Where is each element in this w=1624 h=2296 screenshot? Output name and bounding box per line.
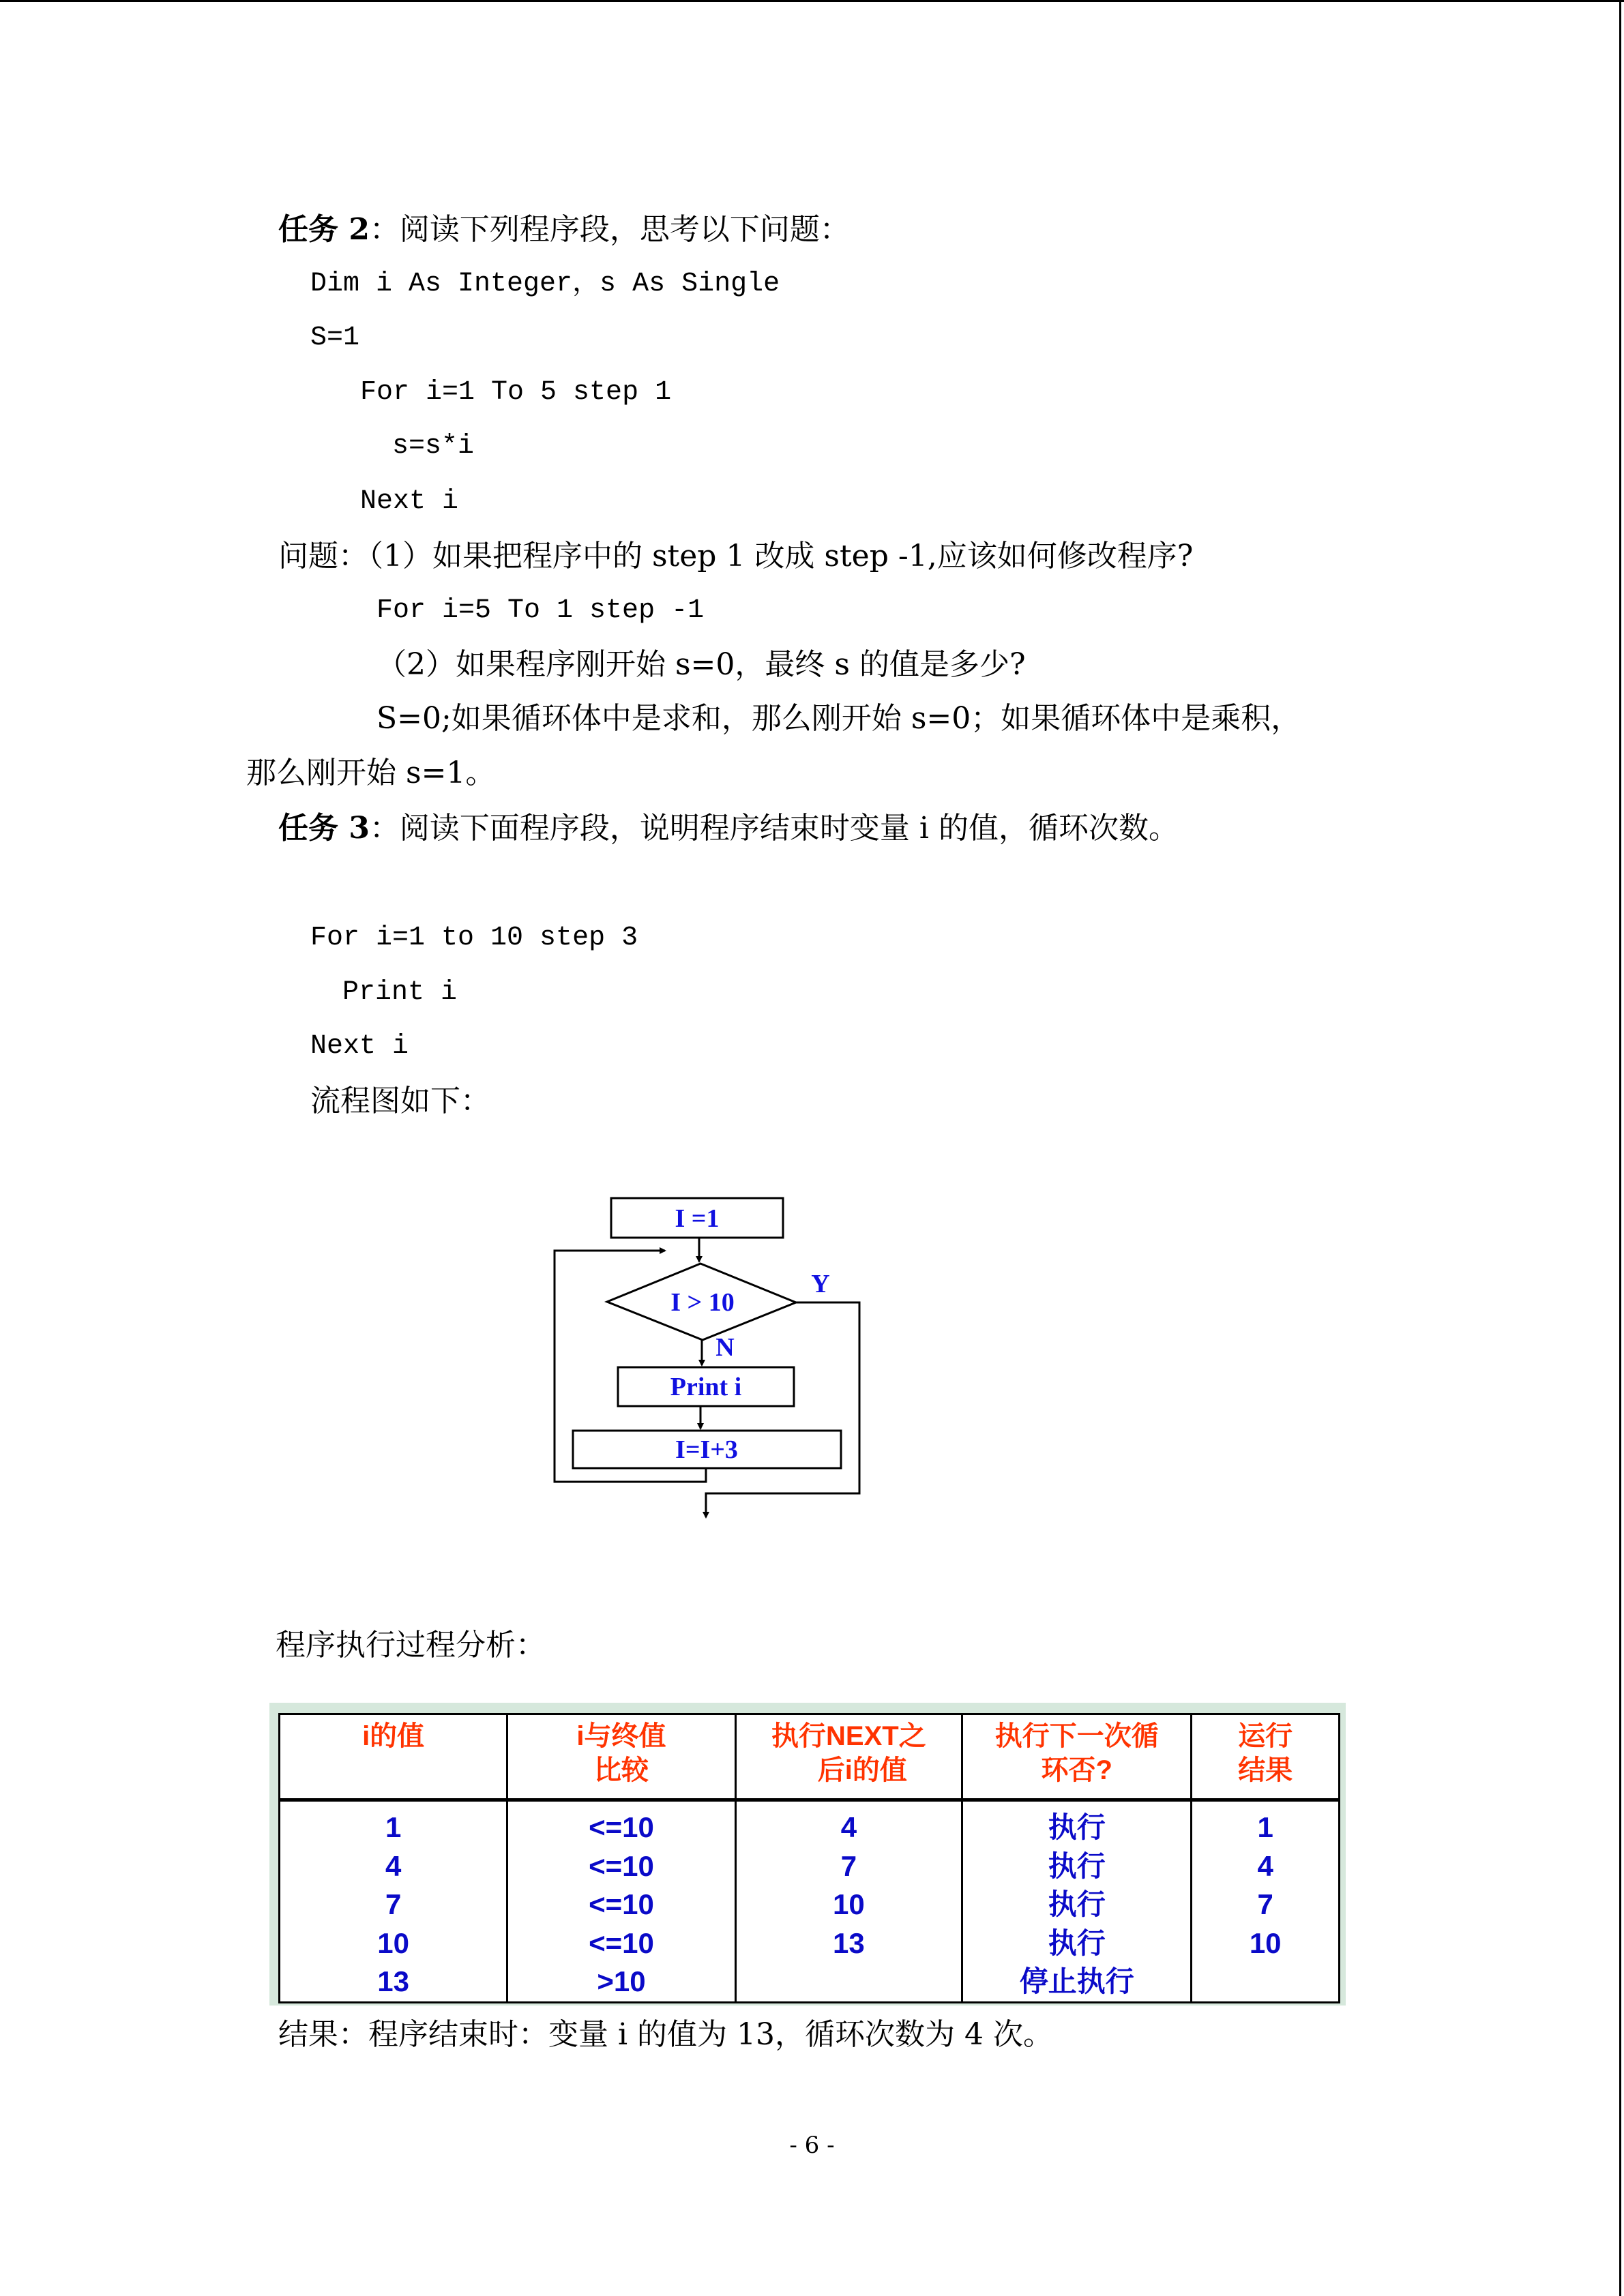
question-2: （2）如果程序刚开始 s=0，最终 s 的值是多少? bbox=[377, 647, 1026, 682]
answer-2-line1: S=0;如果循环体中是求和，那么刚开始 s=0；如果循环体中是乘积， bbox=[377, 701, 1301, 736]
code-line: s=s*i bbox=[392, 431, 475, 462]
answer-1: For i=5 To 1 step -1 bbox=[377, 595, 705, 626]
code-line: For i=1 To 5 step 1 bbox=[360, 377, 672, 408]
column-after-next: 4 7 10 13 bbox=[735, 1800, 962, 2003]
task2-title: ：阅读下列程序段，思考以下问题： bbox=[369, 212, 850, 247]
answer-2-line2: 那么刚开始 s=1。 bbox=[246, 756, 496, 790]
question-1: 问题：（1）如果把程序中的 step 1 改成 step -1,应该如何修改程序? bbox=[278, 539, 1194, 573]
init-text: I =1 bbox=[675, 1204, 720, 1233]
flowchart-caption: 流程图如下： bbox=[310, 1084, 490, 1118]
table-header-row bbox=[280, 1714, 1340, 1800]
analysis-table-frame bbox=[269, 1703, 1346, 2006]
yes-label: Y bbox=[811, 1270, 830, 1298]
condition-text: I > 10 bbox=[670, 1288, 735, 1317]
no-label: N bbox=[715, 1333, 735, 1362]
code-line: Next i bbox=[360, 486, 459, 517]
increment-text: I=I+3 bbox=[675, 1435, 738, 1464]
page-number: - 6 - bbox=[789, 2132, 835, 2159]
header-cell: 执行下一次循 环否? bbox=[962, 1714, 1192, 1800]
result-text: 结果：程序结束时：变量 i 的值为 13，循环次数为 4 次。 bbox=[278, 2017, 1053, 2052]
column-compare: <=10 <=10 <=10 <=10 >10 bbox=[507, 1800, 735, 2003]
print-text: Print i bbox=[670, 1373, 742, 1401]
analysis-title: 程序执行过程分析： bbox=[276, 1628, 546, 1663]
table-body-row bbox=[280, 1800, 1340, 2003]
column-loop-again: 执行 执行 执行 执行 停止执行 bbox=[962, 1800, 1192, 2003]
code-line: Print i bbox=[342, 977, 458, 1008]
code-line: Next i bbox=[310, 1031, 409, 1062]
header-cell: i的值 bbox=[280, 1714, 507, 1800]
code-line: S=1 bbox=[310, 323, 360, 353]
task3-label: 任务 3 bbox=[278, 811, 370, 846]
task2-label: 任务 2 bbox=[278, 212, 370, 247]
code-line: Dim i As Integer，s As Single bbox=[310, 269, 780, 299]
code-line: For i=1 to 10 step 3 bbox=[310, 923, 638, 953]
analysis-table bbox=[278, 1713, 1340, 2003]
header-cell: 运行 结果 bbox=[1192, 1714, 1340, 1800]
column-i-value: 1 4 7 10 13 bbox=[280, 1800, 507, 2003]
header-cell: i与终值 比较 bbox=[507, 1714, 735, 1800]
header-cell: 执行NEXT之 后i的值 bbox=[735, 1714, 962, 1800]
task3-title: ：阅读下面程序段，说明程序结束时变量 i 的值，循环次数。 bbox=[369, 811, 1179, 846]
column-output: 1 4 7 10 bbox=[1192, 1800, 1340, 2003]
